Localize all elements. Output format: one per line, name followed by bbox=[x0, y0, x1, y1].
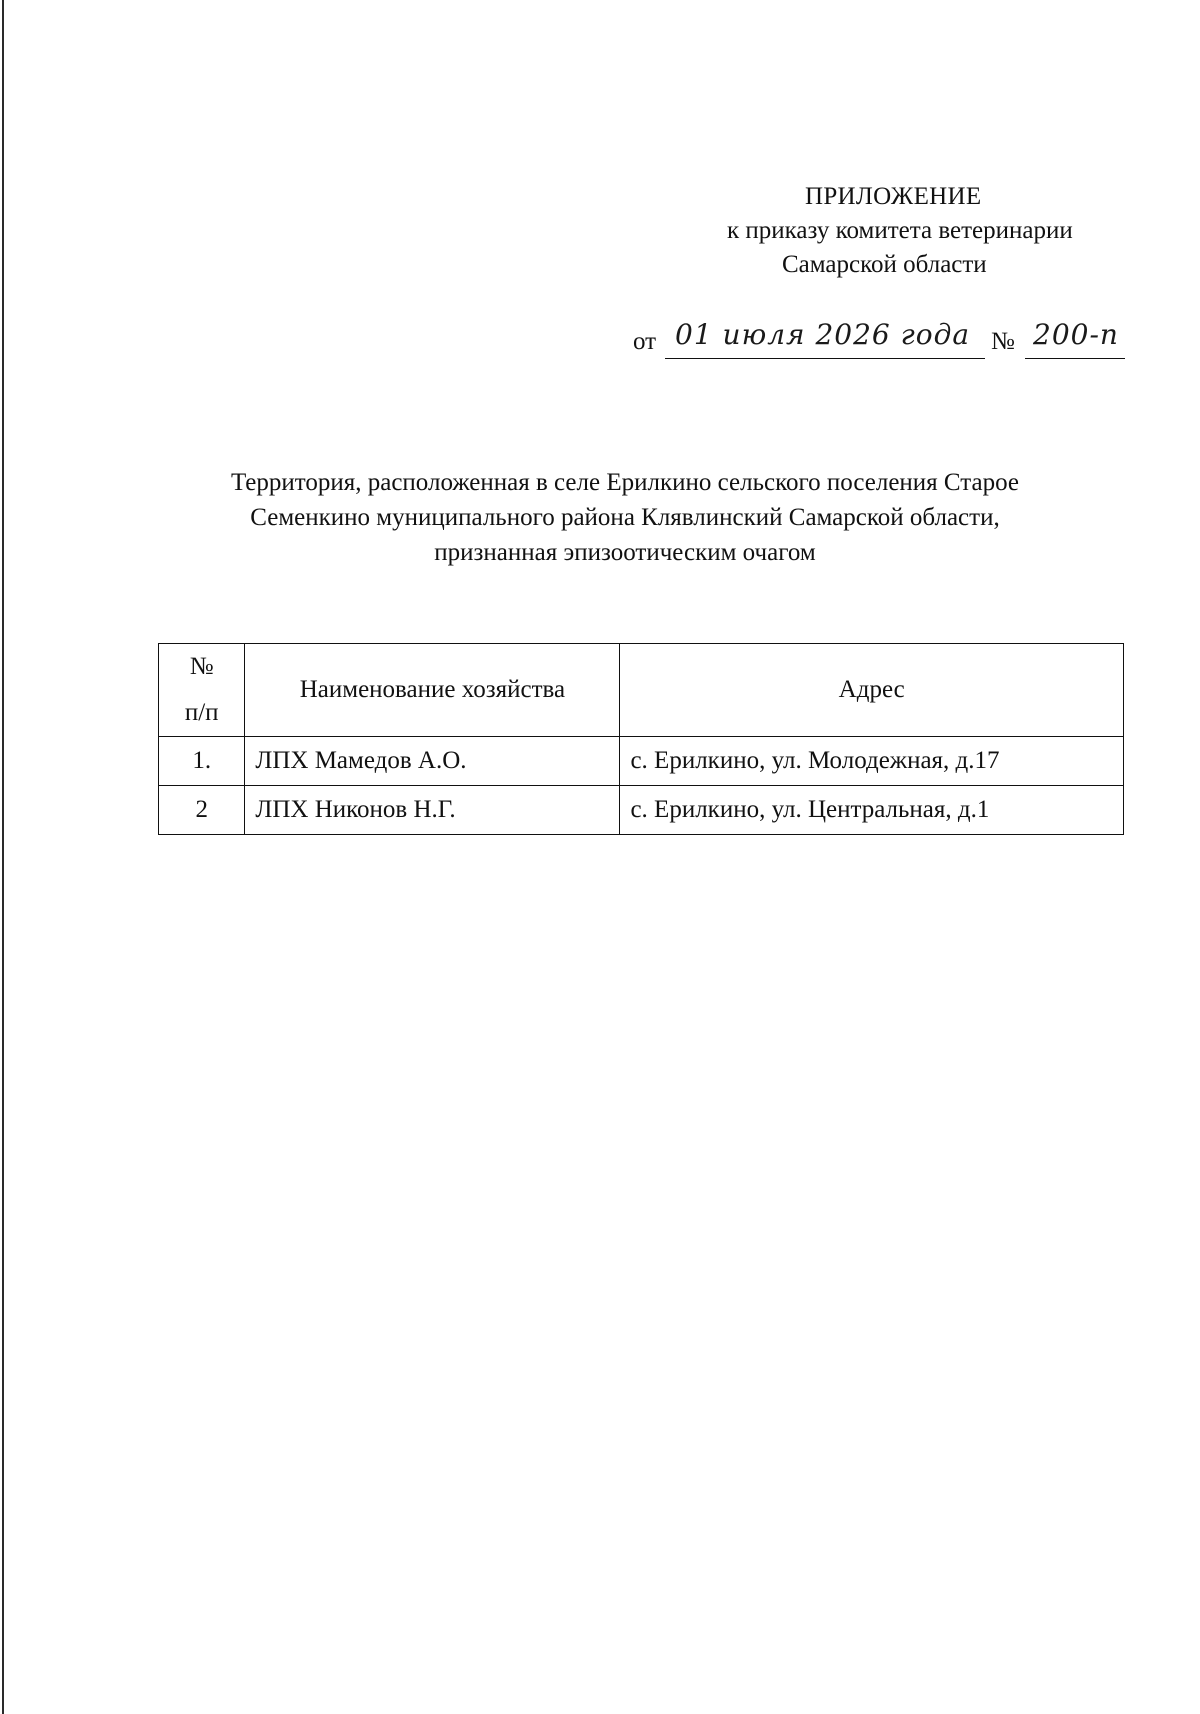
heading-line-2: Семенкино муниципального района Клявлинский Самарской области, bbox=[250, 504, 1000, 531]
appendix-subtitle: к приказу комитета ветеринарии bbox=[727, 217, 1073, 244]
header-number-pp: п/п bbox=[184, 699, 219, 726]
order-from-label: от bbox=[633, 328, 657, 355]
table-row bbox=[159, 786, 1124, 835]
row-farm-name: ЛПХ Никонов Н.Г. bbox=[245, 786, 620, 835]
appendix-title: ПРИЛОЖЕНИЕ bbox=[805, 183, 982, 210]
heading-line-3: признанная эпизоотическим очагом bbox=[434, 539, 816, 566]
row-number: 2 bbox=[159, 786, 245, 835]
farms-table bbox=[158, 643, 1124, 835]
order-number-handwritten: 200-п bbox=[1033, 318, 1119, 351]
order-date-handwritten: 01 июля 2026 года bbox=[675, 318, 971, 351]
order-number-sign: № bbox=[991, 328, 1015, 355]
header-number-sign: № bbox=[189, 653, 214, 680]
appendix-region: Самарской области bbox=[782, 251, 987, 278]
header-number bbox=[159, 644, 245, 737]
heading-line-1: Территория, расположенная в селе Ерилкино сельского поселения Старое bbox=[230, 469, 1020, 496]
row-farm-name: ЛПХ Мамедов А.О. bbox=[245, 737, 620, 786]
header-address: Адрес bbox=[620, 644, 1124, 737]
table-header-row bbox=[159, 644, 1124, 737]
row-address: с. Ерилкино, ул. Центральная, д.1 bbox=[620, 786, 1124, 835]
order-reference bbox=[633, 318, 1153, 368]
header-farm-name: Наименование хозяйства bbox=[245, 644, 620, 737]
row-number: 1. bbox=[159, 737, 245, 786]
order-number-field bbox=[1025, 318, 1125, 359]
row-address: с. Ерилкино, ул. Молодежная, д.17 bbox=[620, 737, 1124, 786]
document-heading bbox=[150, 465, 1100, 570]
order-date-field bbox=[665, 318, 985, 359]
table-row bbox=[159, 737, 1124, 786]
scan-edge-line bbox=[2, 0, 4, 1714]
